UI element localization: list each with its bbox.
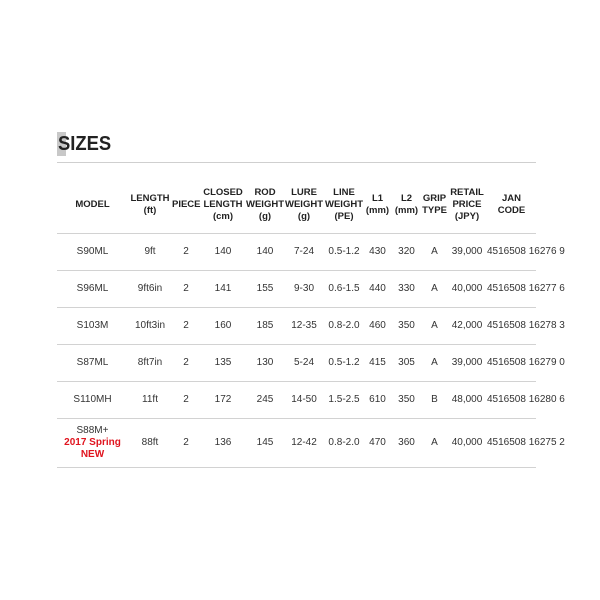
- cell-model: [57, 345, 128, 382]
- cell-line-weight: 0.5-1.2: [324, 234, 364, 271]
- cell-rod-weight: 155: [246, 271, 284, 308]
- cell-l2: 320: [391, 234, 422, 271]
- header-l1: L1 (mm): [365, 193, 390, 216]
- cell-length: 11ft: [128, 382, 172, 419]
- cell-line-weight: 0.8-2.0: [324, 308, 364, 345]
- cell-l1: 610: [364, 382, 391, 419]
- cell-lure-weight: 9-30: [284, 271, 324, 308]
- cell-jan-code: 4516508 16275 2: [487, 419, 536, 468]
- cell-rod-weight: 245: [246, 382, 284, 419]
- table-row: [57, 271, 536, 308]
- header-grip-type: GRIP TYPE: [422, 193, 447, 216]
- new-badge-line2: NEW: [80, 449, 105, 460]
- cell-l1: 440: [364, 271, 391, 308]
- cell-piece: 2: [172, 271, 200, 308]
- model-name: S87ML: [76, 357, 109, 368]
- table-header-row: [57, 185, 536, 234]
- cell-piece: 2: [172, 382, 200, 419]
- cell-piece: 2: [172, 234, 200, 271]
- cell-piece: 2: [172, 419, 200, 468]
- cell-model: [57, 271, 128, 308]
- table-row: [57, 345, 536, 382]
- cell-l1: 460: [364, 308, 391, 345]
- cell-model: [57, 308, 128, 345]
- cell-retail-price: 48,000: [447, 382, 487, 419]
- cell-l1: 415: [364, 345, 391, 382]
- cell-model: [57, 419, 128, 468]
- cell-piece: 2: [172, 345, 200, 382]
- new-badge-line1: 2017 Spring: [64, 437, 121, 448]
- cell-grip-type: B: [422, 382, 447, 419]
- cell-closed-length: 136: [200, 419, 246, 468]
- cell-piece: 2: [172, 308, 200, 345]
- cell-jan-code: 4516508 16280 6: [487, 382, 536, 419]
- model-name: S110MH: [73, 394, 112, 405]
- cell-line-weight: 0.5-1.2: [324, 345, 364, 382]
- cell-model: [57, 234, 128, 271]
- table-row: [57, 308, 536, 345]
- cell-closed-length: 160: [200, 308, 246, 345]
- cell-model: [57, 382, 128, 419]
- cell-closed-length: 140: [200, 234, 246, 271]
- header-jan-code: JAN CODE: [497, 193, 526, 216]
- cell-rod-weight: 140: [246, 234, 284, 271]
- cell-jan-code: 4516508 16277 6: [487, 271, 536, 308]
- section-title: SIZES: [58, 133, 112, 155]
- cell-length: 10ft3in: [128, 308, 172, 345]
- model-name: S96ML: [76, 283, 109, 294]
- cell-retail-price: 40,000: [447, 419, 487, 468]
- table-row: [57, 382, 536, 419]
- table-row: [57, 419, 536, 468]
- model-name: S88M+: [76, 425, 109, 436]
- title-divider: [57, 162, 536, 163]
- cell-jan-code: 4516508 16278 3: [487, 308, 536, 345]
- table-row: [57, 234, 536, 271]
- cell-l2: 350: [391, 308, 422, 345]
- cell-length: 9ft: [128, 234, 172, 271]
- cell-length: 9ft6in: [128, 271, 172, 308]
- cell-closed-length: 135: [200, 345, 246, 382]
- cell-lure-weight: 12-35: [284, 308, 324, 345]
- cell-jan-code: 4516508 16276 9: [487, 234, 536, 271]
- cell-l1: 470: [364, 419, 391, 468]
- cell-l2: 330: [391, 271, 422, 308]
- cell-line-weight: 0.6-1.5: [324, 271, 364, 308]
- cell-closed-length: 172: [200, 382, 246, 419]
- cell-rod-weight: 185: [246, 308, 284, 345]
- cell-lure-weight: 7-24: [284, 234, 324, 271]
- header-l2: L2 (mm): [394, 193, 419, 216]
- sizes-table: [57, 185, 565, 468]
- cell-retail-price: 42,000: [447, 308, 487, 345]
- cell-length: 8ft7in: [128, 345, 172, 382]
- header-lure-weight: LURE WEIGHT (g): [285, 187, 323, 222]
- cell-grip-type: A: [422, 271, 447, 308]
- model-name: S103M: [76, 320, 109, 331]
- cell-closed-length: 141: [200, 271, 246, 308]
- cell-grip-type: A: [422, 419, 447, 468]
- cell-l2: 350: [391, 382, 422, 419]
- cell-l2: 360: [391, 419, 422, 468]
- cell-retail-price: 40,000: [447, 271, 487, 308]
- header-piece: PIECE: [172, 199, 201, 210]
- header-line-weight: LINE WEIGHT (PE): [325, 187, 363, 222]
- cell-rod-weight: 145: [246, 419, 284, 468]
- header-rod-weight: ROD WEIGHT (g): [246, 187, 284, 222]
- cell-length: 88ft: [128, 419, 172, 468]
- header-model: MODEL: [75, 199, 110, 210]
- header-closed-length: CLOSED LENGTH (cm): [203, 187, 243, 222]
- model-name: S90ML: [76, 246, 109, 257]
- cell-l1: 430: [364, 234, 391, 271]
- cell-grip-type: A: [422, 234, 447, 271]
- header-retail-price: RETAIL PRICE (JPY): [450, 187, 484, 222]
- header-length: LENGTH (ft): [130, 193, 170, 216]
- cell-lure-weight: 12-42: [284, 419, 324, 468]
- cell-line-weight: 0.8-2.0: [324, 419, 364, 468]
- cell-rod-weight: 130: [246, 345, 284, 382]
- cell-lure-weight: 5-24: [284, 345, 324, 382]
- cell-jan-code: 4516508 16279 0: [487, 345, 536, 382]
- cell-retail-price: 39,000: [447, 234, 487, 271]
- cell-lure-weight: 14-50: [284, 382, 324, 419]
- cell-line-weight: 1.5-2.5: [324, 382, 364, 419]
- cell-retail-price: 39,000: [447, 345, 487, 382]
- cell-l2: 305: [391, 345, 422, 382]
- cell-grip-type: A: [422, 345, 447, 382]
- cell-grip-type: A: [422, 308, 447, 345]
